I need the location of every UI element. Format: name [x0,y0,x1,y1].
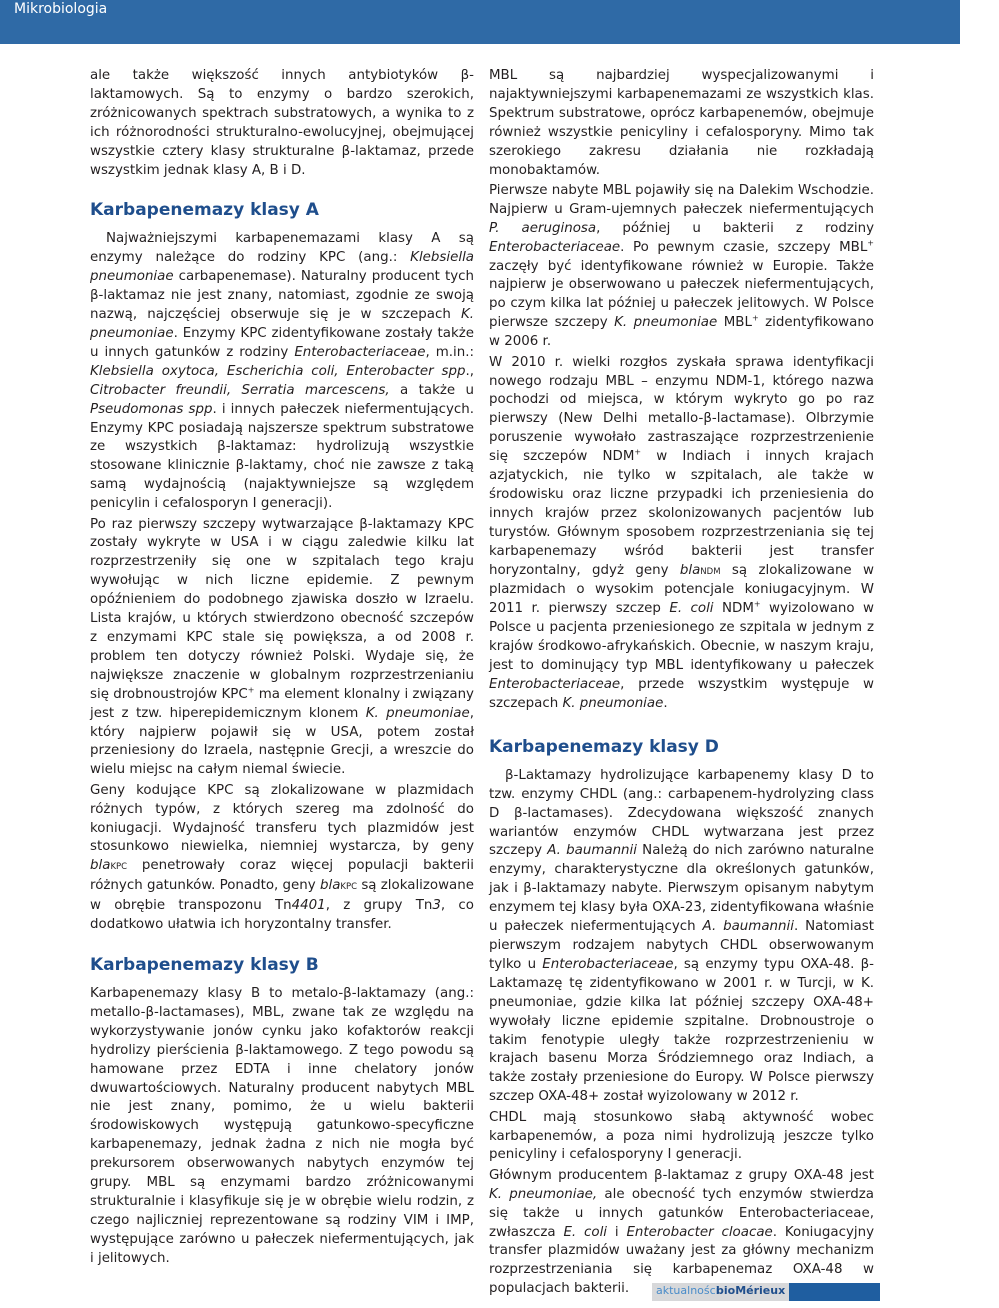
text-run: w Indiach i innych krajach azjatyckich, nie tylko w szpitalach, ale także w środowisku oraz liczne przypadki ich przeniesienia do innych krajów przez skolonizowanych pacjentów lub turystów. Głównym sposobem rozprzestrzeniania się tej karbapenemazy wśród bakterii jest transfer horyzontalny, gdyż geny [489,449,875,578]
paragraph [90,67,474,180]
text-run: są zlokalizowane w obrębie transpozonu Tn [90,878,474,914]
paragraph [489,1167,874,1299]
text-run: a także u [389,382,474,398]
text-run: K. pneumoniae [90,307,474,341]
text-run: carbapenemase). Naturalny producent tych β-laktamaz nie jest znany, natomiast, zgodnie ze swoją nazwą, najczęściej obserwuje się je w szczepach [90,269,474,323]
heading-class-a: Karbapenemazy klasy A [90,200,319,221]
text-run: wyizolowano w Polsce u pacjenta przeniesionego ze szpitala w jednym z krajów środkowo-afrykańskich. Obecnie, w naszym kraju, jest to dominujący typ MBL identyfikowany u pałeczek [489,601,874,674]
text-run: . Enzymy KPC zidentyfikowane zostały także u innych gatunków z rodziny [90,325,474,360]
text-run: . [663,695,668,711]
heading-class-b: Karbapenemazy klasy B [90,954,319,975]
paragraph [489,1109,874,1166]
text-run: Klebsiella oxytoca, Escherichia coli, Enterobacter spp [90,363,466,379]
text-run: zaczęły być identyfikowane również w Europie. Także najpierw je obserwowano u pałeczek niefermentujących, po czym kilka lat później u pałeczek jelitowych. W Polsce pierwsze szczepy [489,258,874,331]
text-run: Karbapenemazy klasy B to metalo-β-laktamazy (ang.: metallo-β-lactamases), MBL, zwane tak ze względu na wykorzystywanie jonów cynku jako kofaktorów reakcji hydrolizy pierścienia β-laktamowego. Z tego powodu są hamowane przez EDTA i inne chelatory jonów dwuwartościowych. Naturalny producent nabytych MBL nie jest znany, pomimo, że u wielu bakterii środowiskowych występują gatunkowo-specyficzne karbapenemazy, jednak żadna z nich nie mogła być prekursorem obserwowanych nabytych enzymów tej grupy. MBL są enzymami bardzo zróżnicowanymi strukturalnie i klasyfikuje się je w obrębie wielu rodzin, z czego najliczniej reprezentowane są rodziny VIM i IMP, występujące zarówno u pałeczek niefermentujących, jak i jelitowych. [90,985,474,1266]
text-run: NDM [700,566,721,577]
text-run: Klebsiella pneumoniae [90,250,474,285]
text-run: Citrobacter freundii, Serratia marcescens, [90,382,390,398]
text-run: . Natomiast pierwszym rodzajem nabytych CHDL obserwowanym tylko u [489,919,874,972]
text-run: MBL są najbardziej wyspecjalizowanymi i najaktywniejszymi karbapenemazami ze wszystkich klas. Spektrum substratowe, oprócz karbapenemów, obejmuje również wszystkie penicyliny i cefalosporyny. Mimo tak szerokiego zakresu działania nie rozkładają monobaktamów. [489,68,874,178]
section-title: Mikrobiologia [14,1,108,17]
text-run: P. aeruginosa [489,220,597,236]
text-run: . i innych pałeczek niefermentujących. Enzymy KPC posiadają najszersze spektrum substratowe ze wszystkich β-laktamaz: hydrolizują wszystkie stosowane klinicznie β-laktamy, choć nie zawsze z taką samą wydajnością (najaktywniejsze są względem penicylin i cefalosporyn I generacji). [90,401,474,512]
text-run: + [867,238,874,248]
text-run: β-Laktamazy hydrolizujące karbapenemy klasy D to tzw. enzymy CHDL (ang.: carbapenem-hydrolyzing class D β-lactamases). Zdecydowana większość znanych wariantów enzymów CHDL wytwarzana jest przez szczepy [489,767,874,859]
text-run: A. baumannii [702,919,794,935]
text-run: ale także większość innych antybiotyków β-laktamowych. Są to enzymy o bardzo szerokich, zróżnicowanych spektrach substratowych, a wynika to z ich różnorodności strukturalno-ewolucyjnej, obejmującej wszystkie cztery klasy strukturalne β-laktamaz, przede wszystkim jednak klasy A, B i D. [90,68,474,178]
text-run: ., [465,363,474,379]
footer-brand-box [652,1283,789,1301]
text-run: Głównym producentem β-laktamaz z grupy OXA-48 jest [489,1167,874,1183]
text-run: + [634,447,642,457]
text-run: i [607,1224,627,1240]
text-run: Enterobacter cloacae [626,1224,773,1240]
paragraph [489,182,874,352]
text-run: K. pneumoniae, [489,1186,598,1202]
text-run: bla [319,878,341,894]
text-run: bla [679,562,701,578]
text-run: ma element klonalny i związany jest z tzw. hiperepidemicznym klonem [90,686,474,721]
text-run: CHDL mają stosunkowo słabą aktywność wobec karbapenemów, a poza nimi hydrolizują jeszcze tylko penicyliny i cefalosporyny I generacji. [489,1109,874,1163]
text-run: . Po pewnym czasie, szczepy MBL [620,239,868,255]
text-run: , później u bakterii z rodziny [596,220,875,236]
text-run: MBL [717,315,752,331]
footer-issue-box [789,1283,999,1301]
text-run: NDM [713,601,754,617]
text-run: zidentyfikowano w 2006 r. [489,315,874,350]
text-run: Enterobacteriaceae [542,956,674,972]
text-run: . Koniugacyjny transfer plazmidów uważany jest za główny mechanizm rozprzestrzeniania się karbapenemaz OXA-48 w populacjach bakterii. [489,1224,875,1297]
text-run: E. coli [563,1224,608,1240]
text-run: , z grupy Tn [325,898,433,914]
issue-number: 72/2015 [936,1285,978,1296]
text-run: Po raz pierwszy szczepy wytwarzające β-laktamazy KPC zostały wykryte w USA i w ciągu zaledwie kilku lat rozprzestrzeniły się one w szpitalach tego kraju wywołując w nich liczne epidemie. Z pewnym opóźnieniem do podobnego zjawiska doszło w Izraelu. Lista krajów, u których stwierdzono obecność szczepów z enzymami KPC stale się powiększa, a od 2008 r. problem ten dotyczy również Polski. Wydaje się, że największe znaczenie w globalnym rozprzestrzenianiu się drobnoustrojów KPC [90,516,474,702]
text-run: penetrowały coraz więcej populacji bakterii różnych gatunków. Ponadto, geny [90,858,474,894]
text-run: K. pneumoniae [614,315,718,331]
heading-class-d: Karbapenemazy klasy D [489,736,719,757]
paragraph [90,230,474,514]
text-run: Najważniejszymi karbapenemazami klasy A są enzymy należące do rodziny KPC (ang.: [90,231,474,266]
text-run: Enterobacteriaceae [489,677,621,692]
paragraph [90,516,474,781]
paragraph [489,67,874,180]
footer-biomerieux-logo: bioMérieux [716,1284,786,1297]
text-run: Pierwsze nabyte MBL pojawiły się na Dalekim Wschodzie. Najpierw u Gram-ujemnych pałeczek niefermentujących [489,182,874,217]
text-run: , są enzymy typu OXA-48. β-Laktamazę tę zidentyfikowano w 2001 r. w Turcji, w K. pneumoniae, gdzie kilka lat później szczepy OXA-48+ wywołały liczne epidemie szpitalne. Drobnoustroje o takim fenotypie uległy także rozprzestrzenieniu w krajach basenu Morza Śródziemnego oraz Indiach, a także zostały przeniesione do Europy. W Polsce pierwszy szczep OXA-48+ został wyizolowany w 2012 r. [489,956,874,1105]
text-run: Geny kodujące KPC są zlokalizowane w plazmidach różnych typów, z których szereg ma zdolność do koniugacji. Wydajność transferu tych plazmidów jest stosunkowo niewielka, niemniej wystarcza, by geny [90,782,474,855]
text-run: 4401 [291,898,326,914]
text-run: K. pneumoniae [365,705,470,721]
text-run: , co dodatkowo ułatwia ich horyzontalny transfer. [90,898,474,933]
text-run: , m.in.: [425,344,474,360]
text-run: Enterobacteriaceae [489,239,621,255]
left-column [90,67,474,1270]
text-run: KPC [110,862,128,873]
text-run: Enterobacteriaceae [294,344,426,360]
text-run: są zlokalizowane w plazmidach o wysokim potencjale koniugacyjnym. W 2011 r. pierwszy szczep [489,562,874,617]
text-run: , który najpierw pojawił się w USA, potem został przeniesiony do Izraela, następnie Grecji, a wreszcie do wielu miejsc na całym niemal świecie. [90,705,474,778]
text-run: A. baumannii [547,843,637,859]
text-run: E. coli [669,601,714,617]
text-run: ale obecność tych enzymów stwierdza się także u innych gatunków Enterobacteriaceae, zwłaszcza [489,1186,875,1240]
text-run: bla [90,858,111,874]
page-number: 9 [991,1284,999,1297]
paragraph [489,767,874,1107]
text-run: W 2010 r. wielki rozgłos zyskała sprawa identyfikacji nowego rodzaju MBL – enzymu NDM-1, którego nazwa pochodzi od miejsca, w którym wykryto go po raz pierwszy (New Delhi metallo-β-lactamase). Olbrzymie poruszenie wywołało zastraszające rozprzestrzenienie się szczepów NDM [489,354,874,465]
text-run: KPC [340,882,358,893]
header-bar [0,0,960,44]
text-run: 3 [432,898,441,914]
text-run: + [753,599,761,609]
footer [652,1283,999,1301]
paragraph [489,354,874,714]
right-column [489,67,874,1301]
text-run: K. pneumoniae [562,695,664,711]
text-run: , przede wszystkim występuje w szczepach [489,677,874,711]
text-run: Pseudomonas spp [90,401,213,417]
text-run: + [751,313,759,323]
footer-aktualnosci: aktualności [656,1284,719,1297]
paragraph [90,782,474,935]
text-run: Należą do nich zarówno naturalne enzymy, charakterystyczne dla określonych gatunków, jak i β-laktamazy nabyte. Pierwszym opisanym nabytym enzymem tej klasy była OXA-23, zidentyfikowana właśnie u pałeczek niefermentujących [489,843,874,935]
text-run: + [247,685,255,695]
paragraph [90,985,474,1269]
